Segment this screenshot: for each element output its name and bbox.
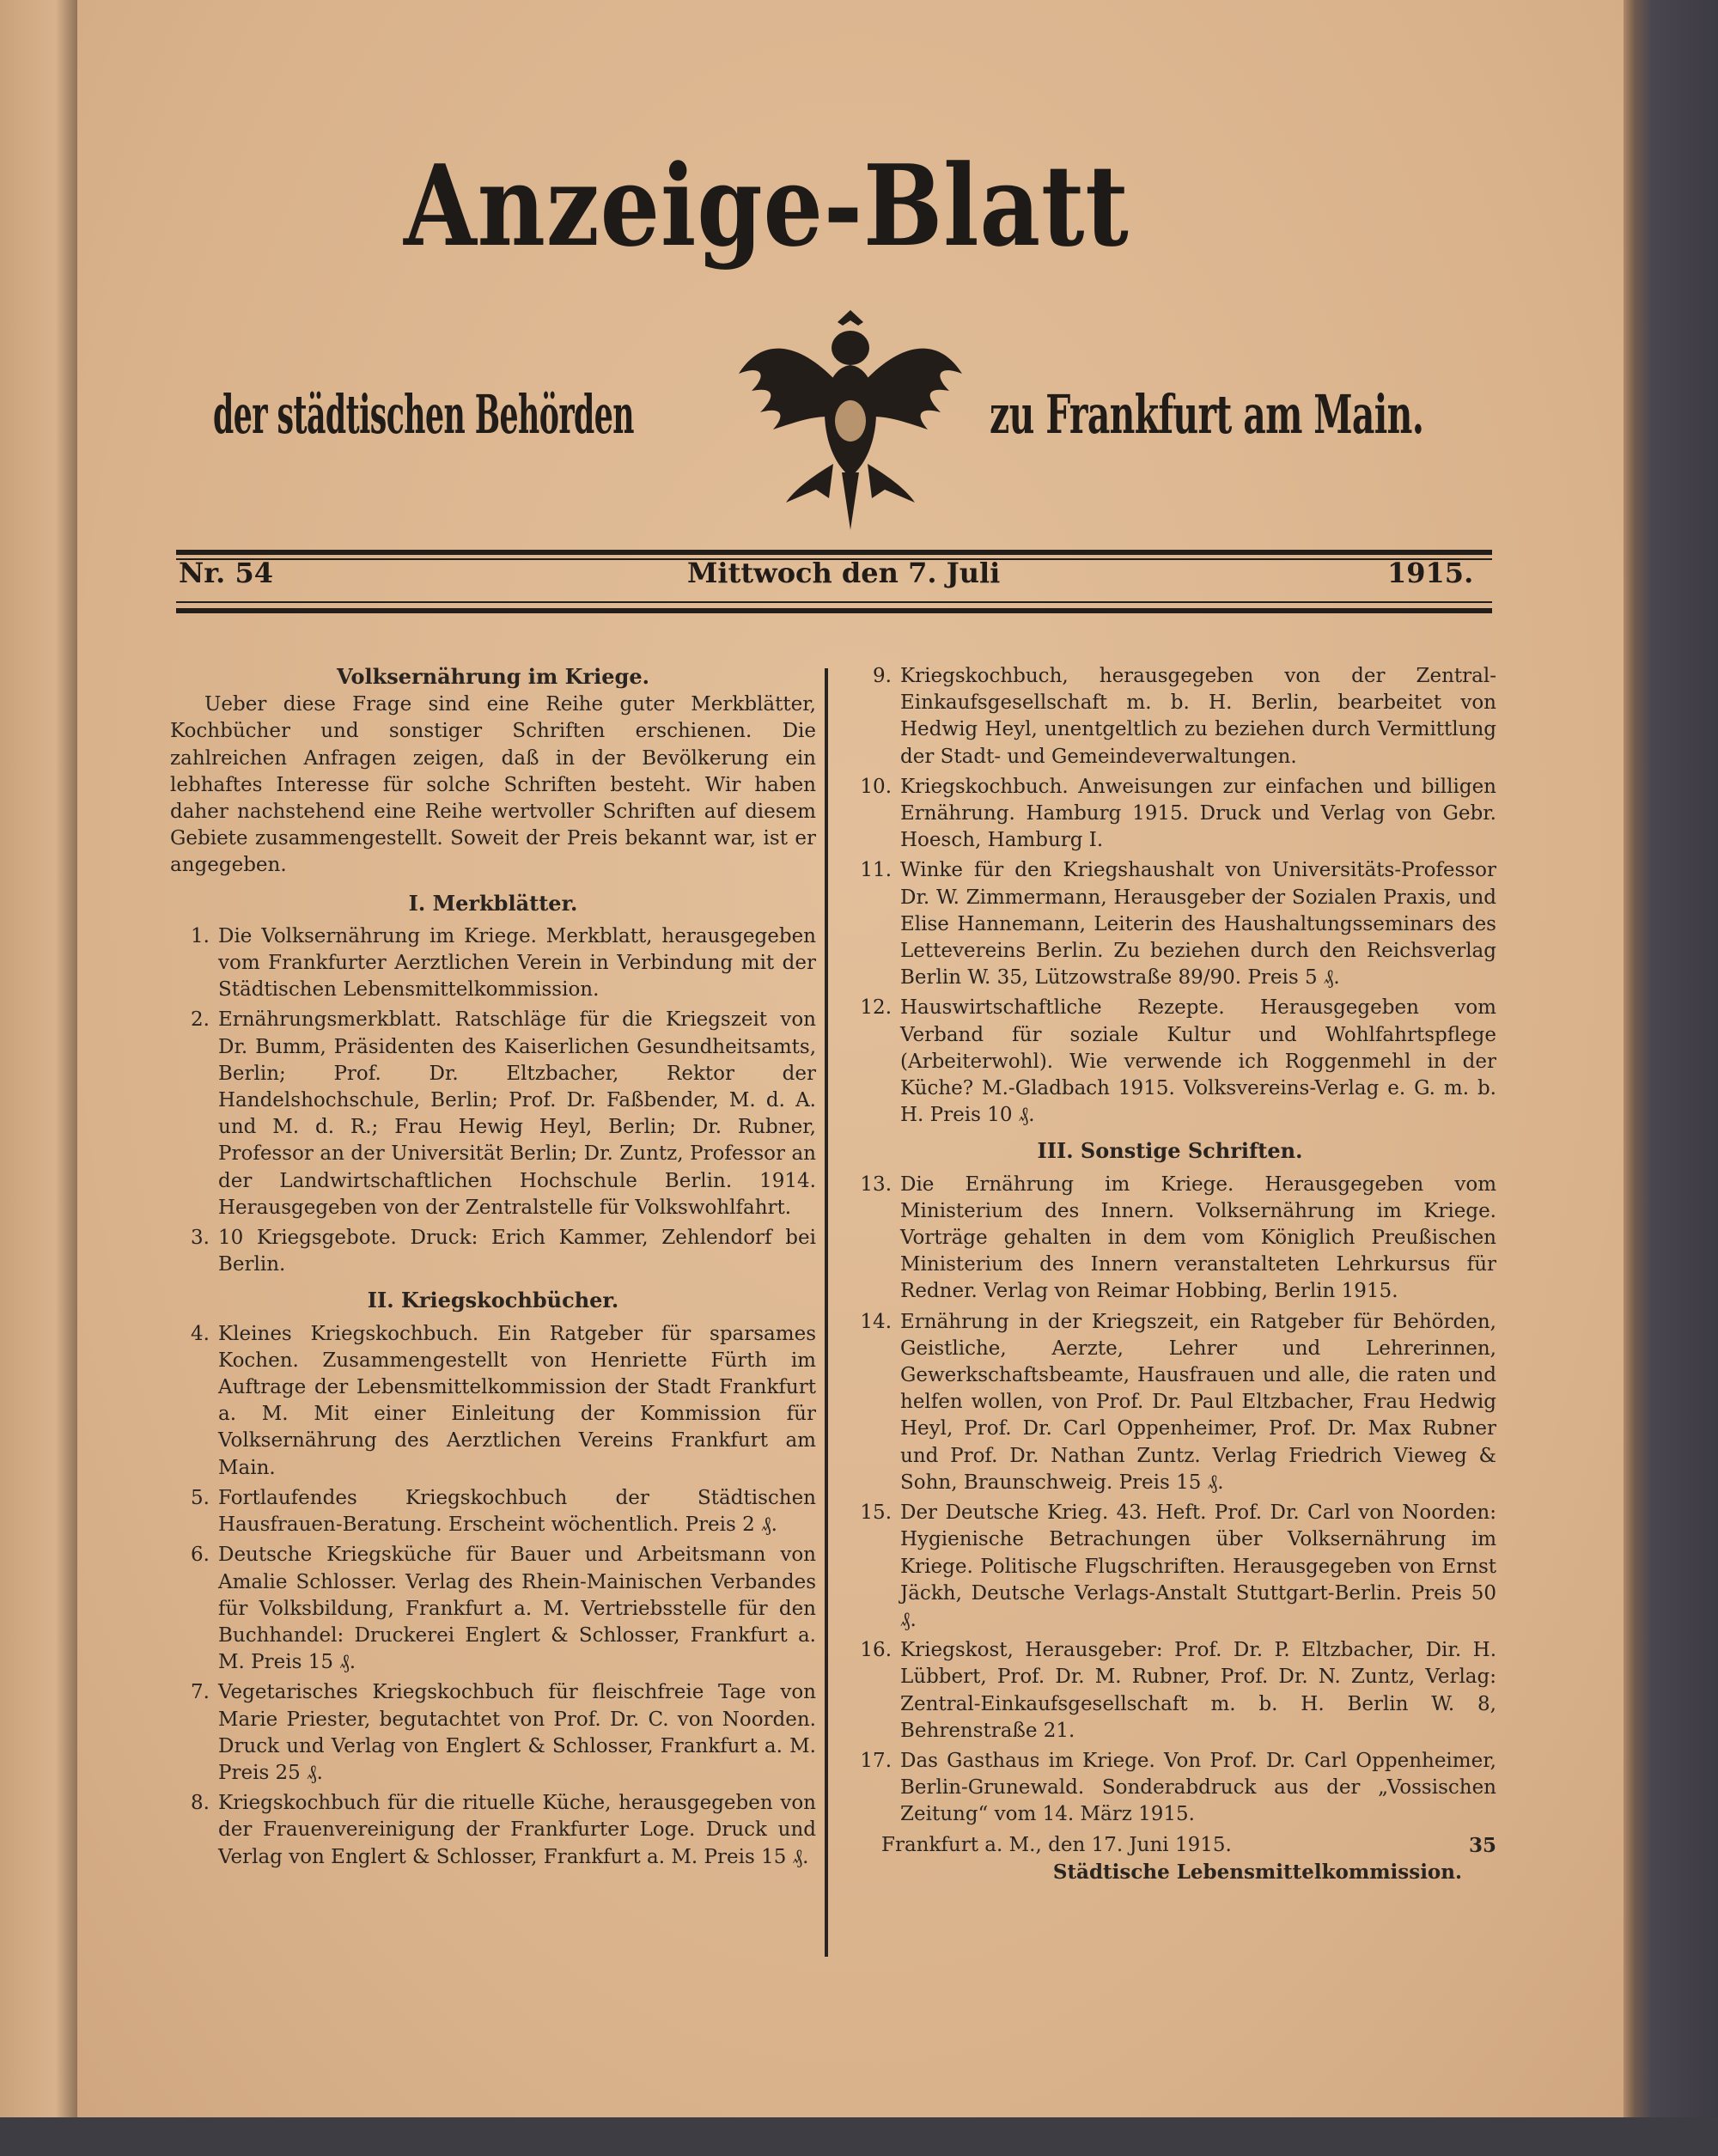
item-number: 1. bbox=[191, 924, 210, 947]
column-right bbox=[844, 663, 1496, 1885]
column-left bbox=[170, 663, 816, 1874]
item-number: 14. bbox=[860, 1310, 892, 1333]
item-text: Kriegskochbuch. Anweisungen zur einfachen und billigen Ernährung. Hamburg 1915. Druck und Verlag von Gebr. Hoesch, Hamburg I. bbox=[900, 775, 1496, 852]
list-item bbox=[844, 857, 1496, 991]
item-number: 7. bbox=[191, 1681, 210, 1704]
signature: Städtische Lebensmittelkommission. bbox=[1052, 1860, 1462, 1884]
book-binding bbox=[1624, 0, 1718, 2156]
rule-bottom-thin bbox=[176, 601, 1492, 603]
masthead-subtitle-right: zu Frankfurt am Main. bbox=[990, 383, 1424, 446]
article-heading: Volksernährung im Kriege. bbox=[337, 664, 649, 689]
column-divider bbox=[825, 668, 828, 1957]
adjacent-page-edge bbox=[0, 0, 79, 2122]
list-item bbox=[844, 995, 1496, 1129]
imperial-eagle-emblem bbox=[734, 305, 966, 533]
background-surface bbox=[0, 2117, 1718, 2156]
closing-place-date: Frankfurt a. M., den 17. Juni 1915. bbox=[881, 1833, 1232, 1856]
list-item bbox=[844, 1309, 1496, 1496]
closing-number: 35 bbox=[1468, 1833, 1496, 1857]
item-text: 10 Kriegsgebote. Druck: Erich Kammer, Zehlendorf bei Berlin. bbox=[218, 1227, 816, 1276]
item-number: 9. bbox=[873, 665, 892, 687]
item-number: 15. bbox=[860, 1501, 892, 1525]
item-text: Winke für den Kriegshaushalt von Universitäts-Professor Dr. W. Zimmermann, Herausgeber der Sozialen Praxis, und Elise Hannemann, Leiterin des Haushaltungsseminars des Lettevereins Berlin. Zu beziehen durch den Reichsverlag Berlin W. 35, Lützowstraße 89/90. Preis 5 ₰. bbox=[900, 859, 1496, 990]
rule-bottom bbox=[176, 608, 1492, 613]
masthead-subtitle-left: der städtischen Behörden bbox=[213, 383, 634, 446]
item-number: 16. bbox=[860, 1639, 892, 1662]
item-number: 17. bbox=[860, 1749, 892, 1772]
section-heading: II. Kriegskochbücher. bbox=[367, 1288, 619, 1313]
item-text: Das Gasthaus im Kriege. Von Prof. Dr. Carl Oppenheimer, Berlin-Grunewald. Sonderabdruck aus der „Vossischen Zeitung“ vom 14. März 1915. bbox=[900, 1749, 1496, 1826]
list-item bbox=[170, 1542, 816, 1676]
item-number: 11. bbox=[860, 859, 892, 882]
item-text: Kriegskochbuch für die rituelle Küche, herausgegeben von der Frauenvereinigung der Frankfurter Loge. Druck und Verlag von Englert & Schlosser, Frankfurt a. M. Preis 15 ₰. bbox=[218, 1792, 816, 1868]
list-item bbox=[170, 1679, 816, 1787]
item-text: Kleines Kriegskochbuch. Ein Ratgeber für sparsames Kochen. Zusammengestellt von Henriette Fürth im Auftrage der Lebensmittelkommission der Stadt Frankfurt a. M. Mit einer Einleitung der Kommission für Volksernährung des Aerztlichen Vereins Frankfurt am Main. bbox=[218, 1322, 816, 1479]
item-number: 10. bbox=[860, 775, 892, 798]
list-item bbox=[170, 1485, 816, 1538]
list-item bbox=[170, 1007, 816, 1221]
item-number: 12. bbox=[860, 996, 892, 1020]
list-item bbox=[844, 1637, 1496, 1745]
item-text: Vegetarisches Kriegskochbuch für fleischfreie Tage von Marie Priester, begutachtet von Prof. Dr. C. von Noorden. Druck und Verlag von Englert & Schlosser, Frankfurt a. M. Preis 25 ₰. bbox=[218, 1681, 816, 1784]
item-text: Fortlaufendes Kriegskochbuch der Städtischen Hausfrauen-Beratung. Erscheint wöchentlich. Preis 2 ₰. bbox=[218, 1486, 816, 1537]
item-text: Die Ernährung im Kriege. Herausgegeben vom Ministerium des Innern. Volksernährung im Kriege. Vorträge gehalten in dem vom Königlich Preußischen Ministerium des Innern veranstalteten Lehrkursus für Redner. Verlag von Reimar Hobbing, Berlin 1915. bbox=[900, 1172, 1496, 1303]
issue-date: Mittwoch den 7. Juli bbox=[687, 557, 1001, 589]
issue-number: Nr. 54 bbox=[179, 557, 273, 589]
article-intro: Ueber diese Frage sind eine Reihe guter Merkblätter, Kochbücher und sonstiger Schriften erschienen. Die zahlreichen Anfragen zeigen, daß in der Bevölkerung ein lebhaftes Interesse für solche Schriften besteht. Wir haben daher nachstehend eine Reihe wertvoller Schriften auf diesem Gebiete zusammengestellt. Soweit der Preis bekannt war, ist er angegeben. bbox=[170, 693, 816, 877]
item-number: 8. bbox=[191, 1792, 210, 1815]
list-item bbox=[844, 1172, 1496, 1306]
list-item bbox=[170, 923, 816, 1004]
masthead-title: Anzeige-Blatt bbox=[404, 140, 1130, 271]
item-number: 6. bbox=[191, 1544, 210, 1567]
list-item bbox=[844, 774, 1496, 855]
item-text: Hauswirtschaftliche Rezepte. Herausgegeben vom Verband für soziale Kultur und Wohlfahrtspflege (Arbeiterwohl). Wie verwende ich Roggenmehl in der Küche? M.-Gladbach 1915. Volksvereins-Verlag e. G. m. b. H. Preis 10 ₰. bbox=[900, 996, 1496, 1127]
list-item bbox=[170, 1225, 816, 1278]
item-text: Kriegskochbuch, herausgegeben von der Zentral-Einkaufsgesellschaft m. b. H. Berlin, bearbeitet von Hedwig Heyl, unentgeltlich zu beziehen durch Vermittlung der Stadt- und Gemeindeverwaltungen. bbox=[900, 665, 1496, 768]
section-heading: I. Merkblätter. bbox=[408, 890, 578, 916]
list-item bbox=[844, 1500, 1496, 1634]
item-text: Der Deutsche Krieg. 43. Heft. Prof. Dr. Carl von Noorden: Hygienische Betrachungen über Volksernährung im Kriege. Politische Flugschriften. Herausgegeben von Ernst Jäckh, Deutsche Verlags-Anstalt Stuttgart-Berlin. Preis 50 ₰. bbox=[900, 1501, 1496, 1631]
item-number: 2. bbox=[191, 1008, 210, 1032]
section-heading: III. Sonstige Schriften. bbox=[1037, 1138, 1303, 1164]
list-item bbox=[844, 663, 1496, 770]
item-text: Ernährungsmerkblatt. Ratschläge für die Kriegszeit von Dr. Bumm, Präsidenten des Kaiserlichen Gesundheitsamts, Berlin; Prof. Dr. Eltzbacher, Rektor der Handelshochschule, Berlin; Prof. Dr. Faßbender, M. d. A. und M. d. R.; Frau Hewig Heyl, Berlin; Dr. Rubner, Professor an der Universität Berlin; Dr. Zuntz, Professor an der Landwirtschaftlichen Hochschule Berlin. 1914. Herausgegeben von der Zentralstelle für Volkswohlfahrt. bbox=[218, 1008, 816, 1219]
issue-year: 1915. bbox=[1387, 557, 1474, 589]
list-item bbox=[170, 1321, 816, 1482]
item-text: Deutsche Kriegsküche für Bauer und Arbeitsmann von Amalie Schlosser. Verlag des Rhein-Mainischen Verbandes für Volksbildung, Frankfurt a. M. Vertriebsstelle für den Buchhandel: Druckerei Englert & Schlosser, Frankfurt a. M. Preis 15 ₰. bbox=[218, 1544, 816, 1674]
item-number: 4. bbox=[191, 1322, 210, 1345]
list-item bbox=[170, 1790, 816, 1871]
list-item bbox=[844, 1748, 1496, 1829]
closing-line bbox=[844, 1832, 1496, 1859]
item-number: 5. bbox=[191, 1486, 210, 1509]
item-number: 13. bbox=[860, 1172, 892, 1196]
item-text: Ernährung in der Kriegszeit, ein Ratgeber für Behörden, Geistliche, Aerzte, Lehrer und Lehrerinnen, Gewerkschaftsbeamte, Hausfrauen und alle, die raten und helfen wollen, von Prof. Dr. Paul Eltzbacher, Frau Hedwig Heyl, Prof. Dr. Carl Oppenheimer, Prof. Dr. Max Rubner und Prof. Dr. Nathan Zuntz. Verlag Friedrich Vieweg & Sohn, Braunschweig. Preis 15 ₰. bbox=[900, 1310, 1496, 1494]
item-number: 3. bbox=[191, 1227, 210, 1250]
item-text: Die Volksernährung im Kriege. Merkblatt, herausgegeben vom Frankfurter Aerztlichen Verein in Verbindung mit der Städtischen Lebensmittelkommission. bbox=[218, 924, 816, 1002]
item-text: Kriegskost, Herausgeber: Prof. Dr. P. Eltzbacher, Dir. H. Lübbert, Prof. Dr. M. Rubner, Prof. Dr. N. Zuntz, Verlag: Zentral-Einkaufsgesellschaft m. b. H. Berlin W. 8, Behrenstraße 21. bbox=[900, 1639, 1496, 1742]
rule-top bbox=[176, 550, 1492, 555]
